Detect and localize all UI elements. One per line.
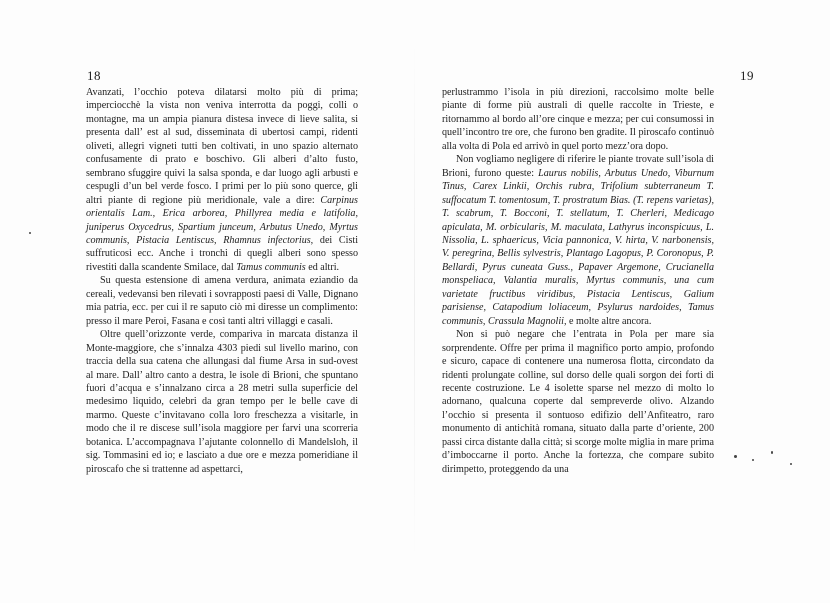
paragraph: Su questa estensione di amena verdura, animata eziandio da cereali, vedevansi ben rilevati i sovrapposti paesi di Valle, Dignano mia patria, ecc. per cui il re saputo ciò mi diresse un complimento: presso il mare Peroi, Fasana e così tanti altri villaggi e casali. (86, 275, 358, 327)
page-number-left: 18 (87, 68, 101, 83)
scan-speck (790, 463, 792, 465)
left-page-text (86, 86, 358, 476)
page-number-right: 19 (740, 68, 754, 83)
scan-speck (752, 459, 754, 461)
paragraph: Avanzati, l’occhio poteva dilatarsi molto più di prima; imperciocchè la vista non veniva interrotta da poggi, colli o montagne, ma un ampia pianura distesa invece di lieve salita, si presenta dall’ est al sud, disseminata di ubertosi campi, ridenti oliveti, allegri vigneti tutti ben coltivati, in uno spazio alternato confusamente di prato e boschivo. Gli alberi d’alto fusto, sembrano sfuggire quivi la salsa sponda, e dar luogo agli arbusti e cespugli d’un bel verde fosco. I primi per lo più sono querce, gli altri piante di regione più meridionale, vale a dire: Carpinus orientalis Lam., Erica arborea, Phillyrea media e latifolia, juniperus Oxycedrus, Spartium junceum, Arbutus Unedo, Myrtus communis, Pistacia Lentiscus, Rhamnus infectorius, dei Cisti suffruticosi ecc. Anche i tronchi di quegli alberi sono spesso rivestiti dalla scandente Smilace, dal Tamus communis ed altri. (86, 87, 358, 273)
paragraph: Oltre quell’orizzonte verde, compariva in marcata distanza il Monte-maggiore, che s’innalza 4303 piedi sul livello marino, con traccia della sua catena che allungasi dal fiume Arsa in sud-ovest al mare. Dall’ altro canto a destra, le isole di Brioni, che spuntano fuori d’acqua e s’innalzano circa a 28 metri sulla superficie del medesimo liquido, celebri da gran tempo per le belle cave di marmo. Queste c’invitavano colla loro freschezza a visitarle, in modo che il re discese sull’isola maggiore per farvi una scorreria botanica. L’accompagnava l’ajutante colonnello di Mandelsloh, il sig. Tommasini ed io; e lasciato a due ore e mezza pomeridiane il piroscafo che si trattenne ad aspettarci, (86, 329, 358, 475)
scan-speck (29, 232, 31, 234)
paragraph: Non vogliamo negligere di riferire le piante trovate sull’isola di Brioni, furono queste: Laurus nobilis, Arbutus Unedo, Viburnum Tinus, Carex Linkii, Orchis rubra, Trifolium subterraneum T. suffocatum T. tomentosum, T. prostratum Bias. (T. repens varietas), T. scabrum, T. Bocconi, T. stellatum, T. Cherleri, Medicago apiculata, M. orbicularis, M. maculata, Lathyrus inconspicuus, L. Nissolia, L. sphaericus, Vicia pannonica, V. hirta, V. narbonensis, V. peregrina, Bellis sylvestris, Plantago Lagopus, P. Coronopus, P. Bellardi, Pyrus cuneata Guss., Papaver Argemone, Crucianella monspeliaca, Valantia muralis, Myrtus communis, una cum varietate fructibus viridibus, Pistacia Lentiscus, Galium parisiense, Catapodium loliaceum, Psylurus nardoides, Tamus communis, Crassula Magnolii, e molte altre ancora. (442, 154, 714, 327)
right-page (415, 0, 830, 603)
right-page-text (442, 86, 714, 476)
scan-speck (734, 455, 737, 458)
scan-speck (771, 451, 773, 454)
paragraph: perlustrammo l’isola in più direzioni, raccolsimo molte belle piante di forme più australi di quelle raccolte in Trieste, e ritornammo al bordo all’ore cinque e mezza; per cui consumossi in quell’incontro tre ore, che furono ben gradite. Il piroscafo continuò alla volta di Pola ed arrivò in quel porto mezz’ora dopo. (442, 87, 714, 152)
paragraph: Non si può negare che l’entrata in Pola per mare sia sorprendente. Offre per prima il magnifico porto ampio, profondo e sicuro, capace di contenere una numerosa flotta, circondato da ridenti prolungate colline, sul dorso delle quali sorgon dei forti di recente costruzione. Le 4 isolette sparse nel mezzo di molto lo adornano, qualcuna coperte dal sempreverde olivo. Alzando l’occhio si presenta il sontuoso edifizio dell’Anfiteatro, raro monumento di antichità romana, situato dalla parte d’oriente, 200 passi circa distante dalla città; si scorge molte miglia in mare prima d’imboccarne il porto. Anche la fortezza, che compare subito dirimpetto, proteggendo da una (442, 329, 714, 475)
